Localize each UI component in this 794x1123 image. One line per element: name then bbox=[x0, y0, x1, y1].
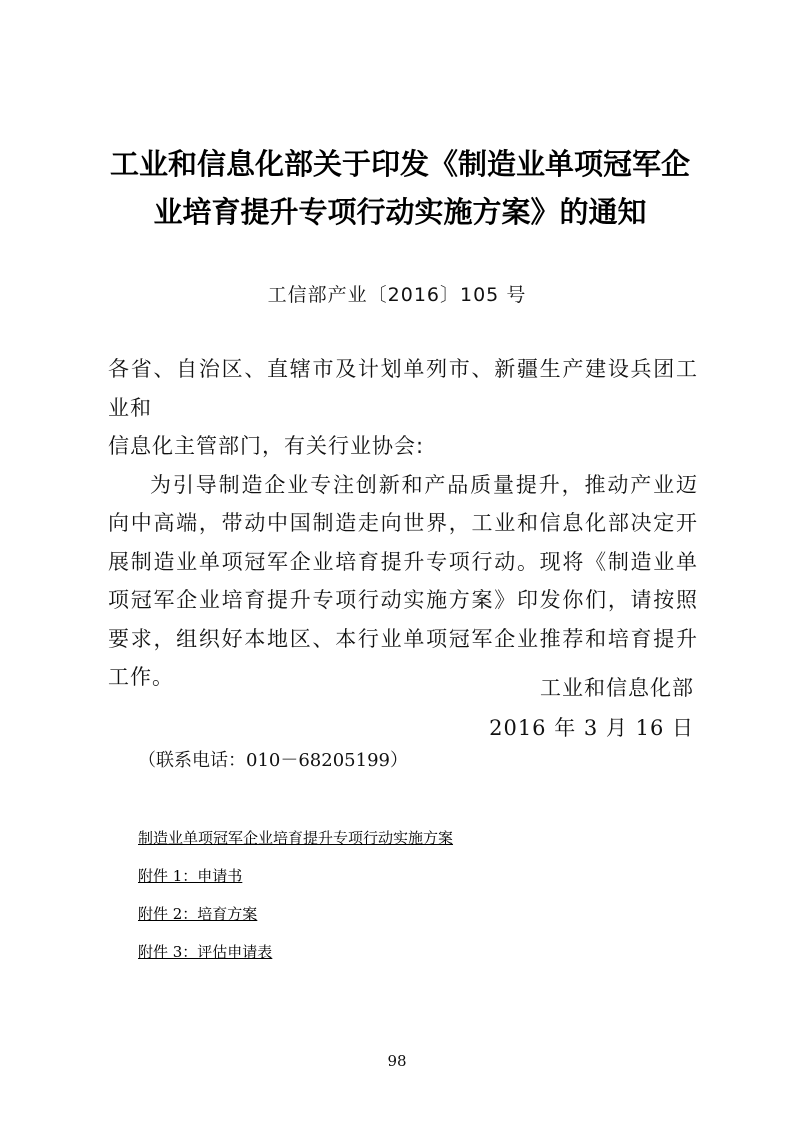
attachment-links bbox=[138, 828, 453, 980]
attachment-link-cultivation-plan[interactable]: 附件 2：培育方案 bbox=[138, 905, 258, 923]
addressee-line-1: 各省、自治区、直辖市及计划单列市、新疆生产建设兵团工业和 bbox=[108, 357, 698, 420]
addressee-line-2: 信息化主管部门，有关行业协会: bbox=[108, 434, 425, 458]
title-line-2: 业培育提升专项行动实施方案》的通知 bbox=[153, 195, 647, 229]
contact-phone: （联系电话：010－68205199） bbox=[138, 750, 408, 771]
signature-block bbox=[394, 668, 694, 748]
page-number: 98 bbox=[387, 1052, 407, 1070]
issue-date: 2016 年 3 月 16 日 bbox=[489, 716, 694, 740]
main-paragraph: 为引导制造企业专注创新和产品质量提升，推动产业迈向中高端，带动中国制造走向世界，工业和信息化部决定开展制造业单项冠军企业培育提升专项行动。现将《制造业单项冠军企业培育提升专项行动实施方案》印发你们，请按照要求，组织好本地区、本行业单项冠军企业推荐和培育提升工作。 bbox=[108, 472, 698, 689]
attachment-link-evaluation-form[interactable]: 附件 3：评估申请表 bbox=[138, 943, 273, 961]
issuing-organization: 工业和信息化部 bbox=[540, 676, 694, 700]
title-line-1: 工业和信息化部关于印发《制造业单项冠军企 bbox=[109, 147, 690, 181]
attachment-link-plan[interactable]: 制造业单项冠军企业培育提升专项行动实施方案 bbox=[138, 829, 454, 847]
document-title bbox=[100, 140, 700, 236]
attachment-link-application[interactable]: 附件 1：申请书 bbox=[138, 867, 243, 885]
document-number: 工信部产业〔2016〕105 号 bbox=[267, 284, 527, 306]
notice-body bbox=[108, 350, 698, 697]
